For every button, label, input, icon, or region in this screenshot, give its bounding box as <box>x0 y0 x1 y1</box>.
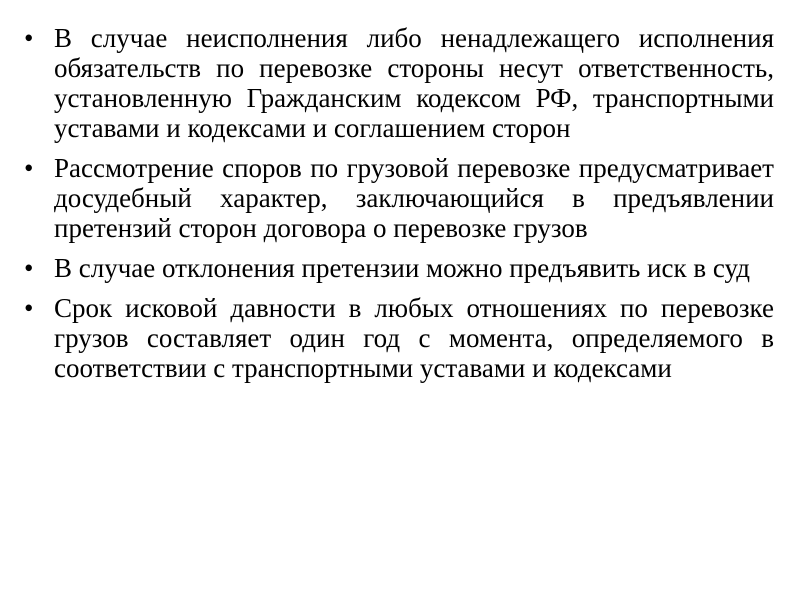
bullet-icon: • <box>24 293 34 323</box>
bullet-item-lawsuit <box>22 253 774 283</box>
bullet-item-liability <box>22 23 774 143</box>
bullet-item-disputes <box>22 153 774 243</box>
bullet-text: Срок исковой давности в любых отношениях по перевозке грузов составляет один год с момента, определяемого в соответствии с транспортными уставами и кодексами <box>54 293 774 383</box>
bullet-item-limitation-period <box>22 293 774 383</box>
bullet-icon: • <box>24 253 34 283</box>
bullet-text: В случае отклонения претензии можно предъявить иск в суд <box>54 253 751 283</box>
bullet-icon: • <box>24 153 34 183</box>
bullet-icon: • <box>24 23 34 53</box>
bullet-text: В случае неисполнения либо ненадлежащего исполнения обязательств по перевозке стороны несут ответственность, установленную Гражданским кодексом РФ, транспортными уставами и кодексами и соглашением сторон <box>54 23 774 143</box>
bullet-list <box>22 23 774 393</box>
bullet-text: Рассмотрение споров по грузовой перевозке предусматривает досудебный характер, заключающийся в предъявлении претензий сторон договора о перевозке грузов <box>54 153 774 243</box>
